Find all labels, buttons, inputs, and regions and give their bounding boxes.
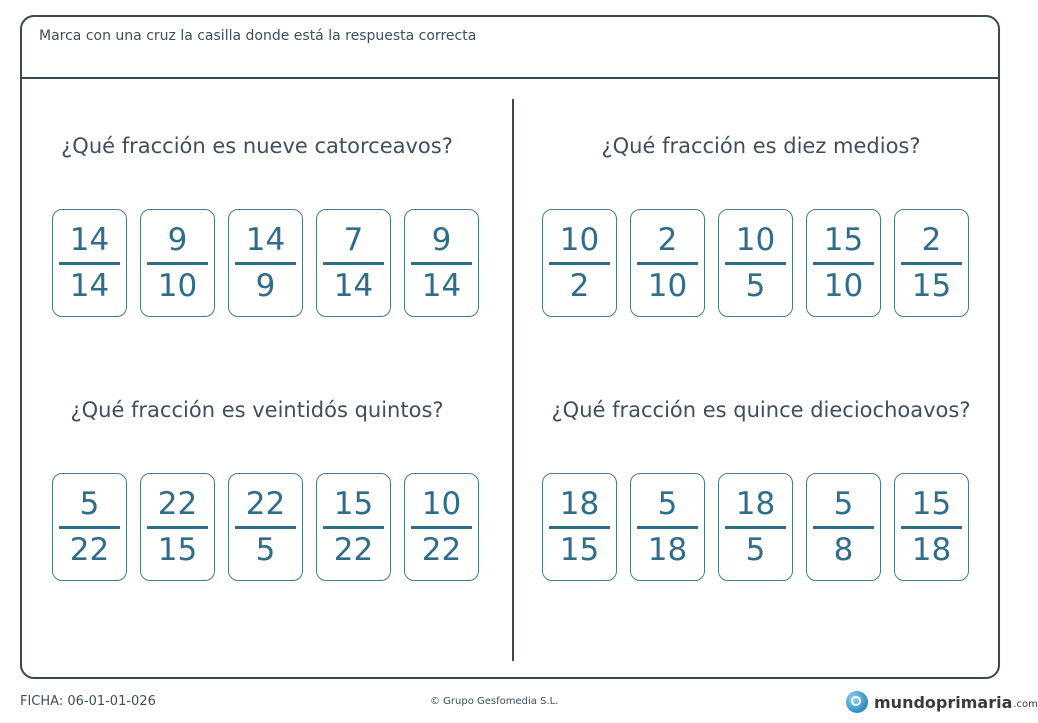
answer-box[interactable]	[52, 473, 127, 581]
question-title: ¿Qué fracción es diez medios?	[601, 134, 921, 158]
numerator: 10	[559, 222, 600, 258]
fraction-bar	[813, 526, 874, 529]
numerator: 22	[245, 486, 286, 522]
fraction-bar	[235, 262, 296, 265]
fraction-bar	[637, 526, 698, 529]
fraction-bar	[725, 526, 786, 529]
denominator: 22	[333, 532, 374, 568]
worksheet	[20, 15, 1000, 679]
answer-box[interactable]	[316, 209, 391, 317]
brand-name: mundoprimaria	[874, 692, 1013, 712]
numerator: 9	[431, 222, 452, 258]
column-divider	[512, 99, 514, 661]
denominator: 8	[833, 532, 854, 568]
fraction-bar	[813, 262, 874, 265]
numerator: 7	[343, 222, 364, 258]
denominator: 14	[421, 268, 462, 304]
ficha-code: FICHA: 06-01-01-026	[20, 694, 156, 709]
denominator: 14	[69, 268, 110, 304]
answer-options	[526, 209, 996, 317]
question-2	[526, 131, 996, 317]
numerator: 18	[559, 486, 600, 522]
fraction-bar	[235, 526, 296, 529]
answer-box[interactable]	[806, 209, 881, 317]
denominator: 10	[157, 268, 198, 304]
instruction-text: Marca con una cruz la casilla donde está la respuesta correcta	[39, 28, 477, 44]
denominator: 18	[911, 532, 952, 568]
numerator: 14	[245, 222, 286, 258]
answer-box[interactable]	[228, 209, 303, 317]
denominator: 22	[69, 532, 110, 568]
fraction-bar	[901, 526, 962, 529]
numerator: 22	[157, 486, 198, 522]
numerator: 2	[657, 222, 678, 258]
fraction-bar	[323, 262, 384, 265]
question-title: ¿Qué fracción es quince dieciochoavos?	[551, 398, 971, 422]
numerator: 10	[735, 222, 776, 258]
answer-box[interactable]	[718, 209, 793, 317]
denominator: 2	[569, 268, 590, 304]
answer-box[interactable]	[806, 473, 881, 581]
question-title: ¿Qué fracción es nueve catorceavos?	[61, 134, 453, 158]
denominator: 9	[255, 268, 276, 304]
denominator: 15	[559, 532, 600, 568]
answer-box[interactable]	[630, 473, 705, 581]
answer-options	[22, 209, 492, 317]
answer-box[interactable]	[404, 473, 479, 581]
numerator: 14	[69, 222, 110, 258]
fraction-bar	[323, 526, 384, 529]
numerator: 15	[333, 486, 374, 522]
numerator: 2	[921, 222, 942, 258]
denominator: 5	[255, 532, 276, 568]
answer-box[interactable]	[894, 209, 969, 317]
numerator: 9	[167, 222, 188, 258]
fraction-bar	[59, 262, 120, 265]
numerator: 15	[911, 486, 952, 522]
denominator: 15	[157, 532, 198, 568]
globe-icon	[846, 691, 868, 713]
denominator: 10	[823, 268, 864, 304]
answer-options	[22, 473, 492, 581]
numerator: 5	[833, 486, 854, 522]
fraction-bar	[725, 262, 786, 265]
denominator: 15	[911, 268, 952, 304]
fraction-bar	[411, 526, 472, 529]
fraction-bar	[147, 262, 208, 265]
answer-box[interactable]	[404, 209, 479, 317]
answer-box[interactable]	[140, 473, 215, 581]
numerator: 10	[421, 486, 462, 522]
answer-box[interactable]	[894, 473, 969, 581]
denominator: 18	[647, 532, 688, 568]
fraction-bar	[549, 262, 610, 265]
answer-box[interactable]	[316, 473, 391, 581]
numerator: 15	[823, 222, 864, 258]
copyright-text: © Grupo Gesfomedia S.L.	[430, 696, 559, 707]
denominator: 5	[745, 532, 766, 568]
denominator: 5	[745, 268, 766, 304]
numerator: 5	[657, 486, 678, 522]
fraction-bar	[411, 262, 472, 265]
question-4	[526, 395, 996, 581]
fraction-bar	[549, 526, 610, 529]
question-title: ¿Qué fracción es veintidós quintos?	[70, 398, 444, 422]
numerator: 5	[79, 486, 100, 522]
answer-box[interactable]	[52, 209, 127, 317]
answer-box[interactable]	[140, 209, 215, 317]
answer-box[interactable]	[718, 473, 793, 581]
answer-box[interactable]	[630, 209, 705, 317]
answer-box[interactable]	[228, 473, 303, 581]
fraction-bar	[147, 526, 208, 529]
denominator: 10	[647, 268, 688, 304]
denominator: 22	[421, 532, 462, 568]
numerator: 18	[735, 486, 776, 522]
fraction-bar	[637, 262, 698, 265]
brand-suffix: .com	[1013, 698, 1038, 710]
question-1	[22, 131, 492, 317]
fraction-bar	[59, 526, 120, 529]
fraction-bar	[901, 262, 962, 265]
denominator: 14	[333, 268, 374, 304]
instruction-bar	[22, 17, 998, 79]
answer-box[interactable]	[542, 473, 617, 581]
answer-box[interactable]	[542, 209, 617, 317]
brand-logo-link[interactable]	[846, 689, 1038, 715]
answer-options	[526, 473, 996, 581]
question-3	[22, 395, 492, 581]
